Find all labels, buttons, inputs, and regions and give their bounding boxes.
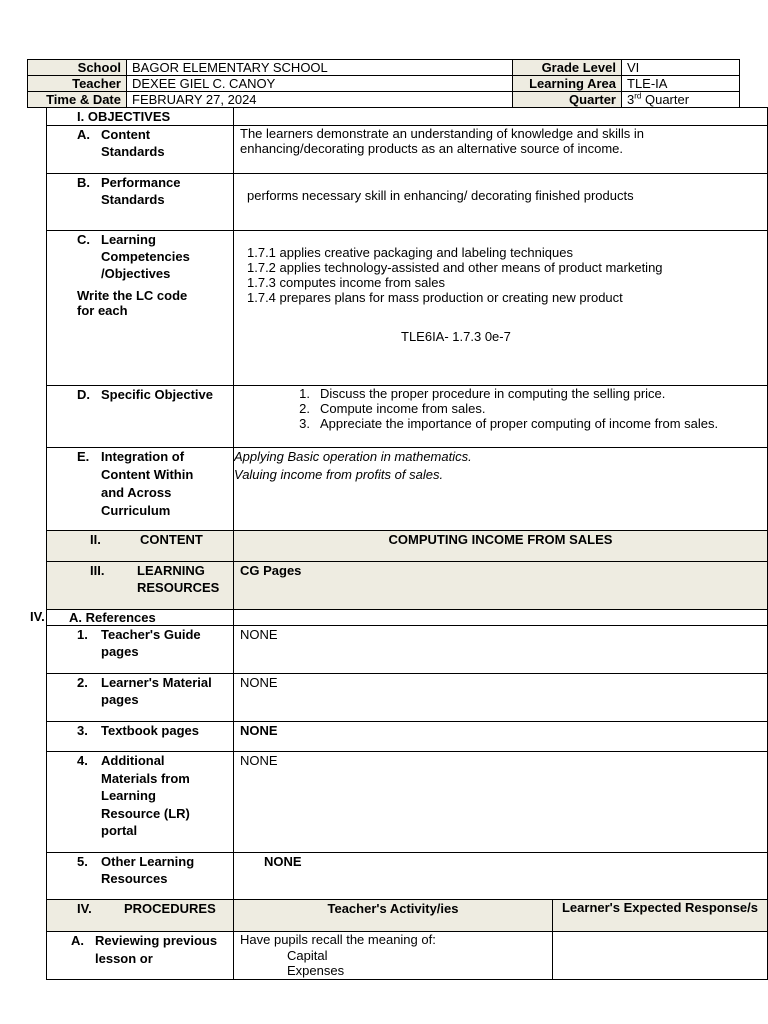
learners-material-value: NONE <box>234 674 768 722</box>
performance-standards-text: performs necessary skill in enhancing/ decorating finished products <box>234 174 768 231</box>
item-b-letter: B. <box>77 175 90 190</box>
item-a-letter: A. <box>77 127 90 142</box>
objectives-heading: I. OBJECTIVES <box>47 108 234 126</box>
additional-materials-label: Additional Materials from Learning Resource (LR) portal <box>101 753 190 838</box>
specific-objective-item: 2. Compute income from sales. <box>299 401 486 416</box>
quarter-suffix: rd <box>634 91 642 101</box>
integration-cell <box>234 448 768 531</box>
textbook-label-cell: 3. Textbook pages <box>47 722 234 752</box>
objectives-heading-blank <box>234 108 768 126</box>
integration-line: Applying Basic operation in mathematics. <box>234 449 472 464</box>
item-d-letter: D. <box>77 387 90 402</box>
reviewing-response-cell <box>553 932 768 980</box>
specific-objectives-list <box>287 386 767 431</box>
performance-standards-label: Performance Standards <box>101 175 181 207</box>
learning-resources-number: III. <box>90 563 105 578</box>
specific-objective-label: Specific Objective <box>101 387 213 402</box>
competency-item: 1.7.1 applies creative packaging and labeling techniques <box>247 245 573 260</box>
time-date-label: Time & Date <box>28 92 127 108</box>
content-title: COMPUTING INCOME FROM SALES <box>234 531 768 562</box>
learning-area-label: Learning Area <box>513 76 622 92</box>
performance-standards-label-cell <box>47 174 234 231</box>
learners-material-label: Learner's Material pages <box>101 675 212 707</box>
procedures-label: PROCEDURES <box>124 901 216 916</box>
lc-code: TLE6IA- 1.7.3 0e-7 <box>401 329 511 344</box>
learning-resources-label-cell <box>47 562 234 610</box>
lc-code-note: Write the LC code for each <box>77 288 188 318</box>
teachers-activity-header: Teacher's Activity/ies <box>234 900 553 932</box>
item-a-procedure-letter: A. <box>71 933 84 948</box>
item-e-letter: E. <box>77 449 90 464</box>
textbook-value: NONE <box>234 722 768 752</box>
competency-item: 1.7.4 prepares plans for mass production or creating new product <box>247 290 623 305</box>
content-standards-label: Content Standards <box>101 127 165 159</box>
other-resources-label-cell: 5. Other Learning Resources <box>47 853 234 900</box>
item-c-letter: C. <box>77 232 90 247</box>
school-value: BAGOR ELEMENTARY SCHOOL <box>127 60 513 76</box>
textbook-label: Textbook pages <box>101 723 200 738</box>
content-standards-label-cell <box>47 126 234 174</box>
learning-competencies-cell <box>234 231 768 386</box>
other-resources-label: Other Learning Resources <box>101 854 195 886</box>
school-label: School <box>28 60 127 76</box>
time-date-value: FEBRUARY 27, 2024 <box>127 92 513 108</box>
additional-materials-label-cell: 4. Additional Materials from Learning Resource (LR) portal <box>47 752 234 853</box>
specific-objective-item: 3. Appreciate the importance of proper computing of income from sales. <box>299 416 719 431</box>
additional-materials-value: NONE <box>234 752 768 853</box>
procedures-number: IV. <box>77 901 92 916</box>
teacher-label: Teacher <box>28 76 127 92</box>
learning-competencies-label: Learning Competencies /Objectives <box>101 232 190 281</box>
header-info-table <box>27 59 740 108</box>
quarter-number: 3 <box>627 92 635 107</box>
review-term: Capital <box>287 947 328 963</box>
reviewing-activity-cell <box>234 932 553 980</box>
specific-objective-item: 1. Discuss the proper procedure in computing the selling price. <box>299 386 666 401</box>
teachers-guide-value: NONE <box>234 626 768 674</box>
specific-objective-label-cell <box>47 386 234 448</box>
references-section-number: IV. <box>30 609 45 624</box>
lesson-plan-table <box>46 107 768 980</box>
reviewing-label-cell <box>47 932 234 980</box>
grade-level-value: VI <box>622 60 740 76</box>
procedures-label-cell <box>47 900 234 932</box>
quarter-word: Quarter <box>644 92 690 107</box>
reviewing-intro: Have pupils recall the meaning of: <box>240 932 436 947</box>
cg-pages: CG Pages <box>234 562 768 610</box>
other-resources-value: NONE <box>234 853 768 900</box>
integration-label-cell <box>47 448 234 531</box>
learners-response-header: Learner's Expected Response/s <box>553 900 768 932</box>
content-label-cell <box>47 531 234 562</box>
specific-objectives-cell <box>234 386 768 448</box>
references-title: A. References <box>47 610 234 626</box>
quarter-label: Quarter <box>513 92 622 108</box>
learning-area-value: TLE-IA <box>622 76 740 92</box>
learning-competencies-label-cell <box>47 231 234 386</box>
reviewing-label: Reviewing previous lesson or <box>95 933 218 966</box>
competency-item: 1.7.2 applies technology-assisted and other means of product marketing <box>247 260 663 275</box>
learning-resources-label: LEARNING RESOURCES <box>137 563 220 595</box>
content-number: II. <box>90 532 101 547</box>
content-label: CONTENT <box>140 532 203 547</box>
content-standards-text: The learners demonstrate an understanding of knowledge and skills in enhancing/decorating products as an alternative source of income. <box>234 126 768 174</box>
quarter-value <box>622 92 740 108</box>
competency-item: 1.7.3 computes income from sales <box>247 275 445 290</box>
references-title-blank <box>234 610 768 626</box>
grade-level-label: Grade Level <box>513 60 622 76</box>
integration-line: Valuing income from profits of sales. <box>234 467 444 482</box>
review-term: Expenses <box>287 963 345 978</box>
integration-label: Integration of Content Within and Across Curriculum <box>101 449 194 518</box>
teacher-value: DEXEE GIEL C. CANOY <box>127 76 513 92</box>
teachers-guide-label: Teacher's Guide pages <box>101 627 201 659</box>
learners-material-label-cell: 2. Learner's Material pages <box>47 674 234 722</box>
teachers-guide-label-cell: 1. Teacher's Guide pages <box>47 626 234 674</box>
